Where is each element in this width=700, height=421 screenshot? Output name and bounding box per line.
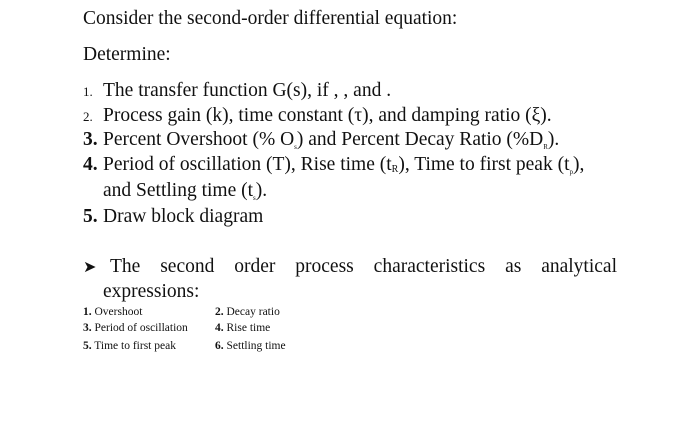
list-item-continuation xyxy=(103,181,267,202)
subscript: p xyxy=(569,168,573,176)
note-text-continuation: expressions: xyxy=(103,281,200,302)
list-item-percent-overshoot xyxy=(83,130,559,151)
item-text: Draw block diagram xyxy=(103,206,264,227)
item-number: 1. xyxy=(83,84,93,99)
item-text-part: ), xyxy=(573,154,585,175)
list-item-transfer-function xyxy=(83,81,391,101)
item-text-part: ). xyxy=(547,129,560,150)
item-number: 5. xyxy=(83,206,98,227)
item-text: The transfer function G(s), if , , and . xyxy=(103,80,392,101)
arrow-bullet-icon: ➤ xyxy=(83,259,97,276)
characteristic-item: 5. Time to first peak xyxy=(83,340,176,352)
item-number: 3. xyxy=(83,129,98,150)
item-text-part: Period of oscillation (T), Rise time (t xyxy=(103,154,392,175)
subscript: s xyxy=(253,194,256,202)
list-item-period-of-oscillation xyxy=(83,155,584,176)
subscript: R xyxy=(391,164,399,175)
note-text: The second order process characteristics as analytical xyxy=(110,256,617,277)
item-text-part: ), Time to first peak (t xyxy=(398,154,570,175)
item-text-part: ). xyxy=(255,180,268,201)
item-number: 2. xyxy=(83,109,93,124)
list-item-block-diagram xyxy=(83,207,263,227)
subscript: R xyxy=(543,143,548,151)
item-text-part: Percent Overshoot (% O xyxy=(103,129,295,150)
characteristic-item: 1. Overshoot xyxy=(83,306,143,318)
characteristic-item: 6. Settling time xyxy=(215,340,286,352)
item-text: Process gain (k), time constant (τ), and damping ratio (ξ). xyxy=(103,105,552,126)
determine-heading: Determine: xyxy=(83,44,171,65)
item-text-part: and Settling time (t xyxy=(103,180,254,201)
item-text-part: ) and Percent Decay Ratio (%D xyxy=(296,129,544,150)
intro-statement: Consider the second-order differential equation: xyxy=(83,8,458,29)
characteristic-item: 3. Period of oscillation xyxy=(83,322,188,334)
item-number: 4. xyxy=(83,154,98,175)
characteristic-item: 4. Rise time xyxy=(215,322,271,334)
subscript: s xyxy=(294,143,297,151)
characteristic-item: 2. Decay ratio xyxy=(215,306,280,318)
list-item-process-gain xyxy=(83,106,552,126)
